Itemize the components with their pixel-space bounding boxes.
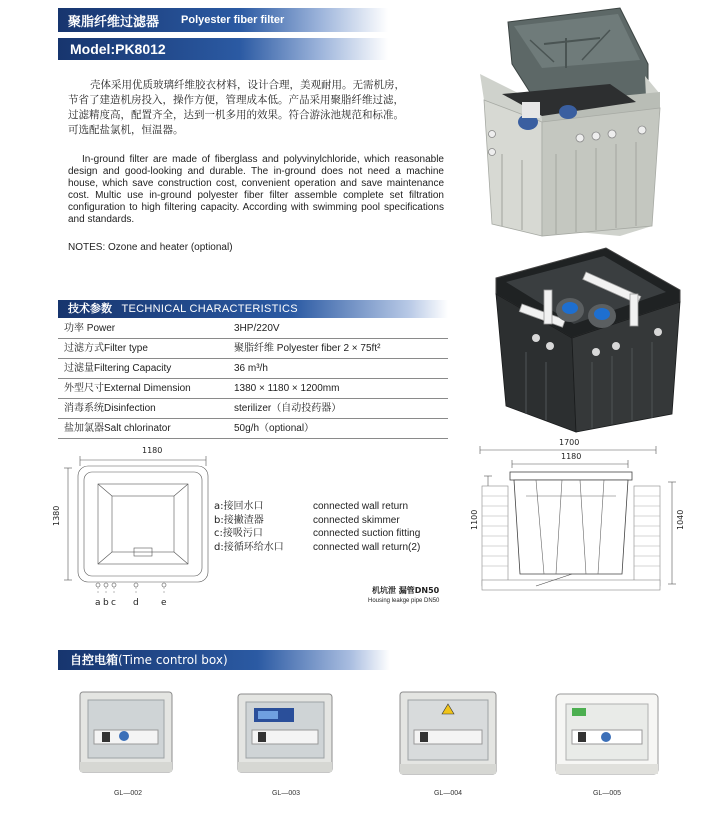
tech-value: 1380 × 1180 × 1200mm — [234, 383, 340, 394]
filter-housing-photo — [470, 4, 675, 239]
tech-label: 盐加氯器Salt chlorinator — [64, 423, 171, 434]
control-heading-en: (Time control box) — [118, 653, 228, 667]
tech-heading-en: TECHNICAL CHARACTERISTICS — [121, 303, 298, 315]
dim-right-label: 1040 — [676, 509, 685, 530]
legend-key: d:接循环给水口 — [214, 541, 284, 553]
pipe-label-en: Housing leakge pipe DN50 — [368, 598, 440, 604]
tech-label: 功率 Power — [64, 323, 116, 334]
control-box-caption: GL—005 — [592, 790, 622, 797]
product-title-bar — [58, 8, 388, 32]
port-label: a — [95, 598, 101, 608]
control-box-caption: GL—003 — [271, 790, 301, 797]
legend-key: b:接撇渣器 — [214, 514, 264, 526]
dim-height-label: 1380 — [52, 505, 61, 526]
dim-left-label: 1100 — [470, 509, 479, 530]
description-cn: 壳体采用优质玻璃纤维胶衣材料，设计合理，美观耐用。无需机房，节省了建造机房投入，操作方便，管理成本低。产品采用聚脂纤维过滤，过滤精度高，配置齐全，达到一机多用的效果。符合游泳池规范和标准。可选配盐氯机，恒温器。 — [68, 79, 405, 136]
tech-label: 外型尺寸External Dimension — [64, 383, 191, 394]
tech-table — [58, 319, 448, 439]
legend-key: a:接回水口 — [214, 501, 264, 512]
tech-row — [58, 359, 448, 379]
port-label: c — [111, 598, 116, 608]
tech-heading — [58, 300, 448, 318]
product-title-en: Polyester fiber filter — [181, 14, 285, 26]
filter-internal-photo — [486, 242, 682, 438]
control-box-gl004 — [398, 690, 498, 776]
control-box-gl003 — [236, 692, 334, 774]
tech-row — [58, 339, 448, 359]
dim-width-label: 1180 — [142, 446, 163, 455]
port-label: d — [133, 598, 139, 608]
tech-label: 消毒系统Disinfection — [64, 403, 156, 414]
tech-value: 50g/h（optional） — [234, 423, 315, 434]
dim-inner-label: 1180 — [561, 452, 582, 461]
tech-value: 36 m³/h — [234, 363, 268, 374]
legend-key: c:接吸污口 — [214, 528, 263, 539]
legend-value: connected skimmer — [313, 514, 400, 526]
tech-row — [58, 379, 448, 399]
legend-value: connected suction fitting — [313, 528, 421, 539]
product-title-cn: 聚脂纤维过滤器 — [68, 14, 160, 30]
tech-heading-cn: 技术参数 — [68, 302, 112, 315]
port-label: b — [103, 598, 109, 608]
control-box-gl002 — [78, 690, 174, 774]
legend-value: connected wall return(2) — [313, 541, 421, 553]
tech-label: 过滤量Filtering Capacity — [64, 363, 172, 374]
control-heading-cn: 自控电箱 — [70, 653, 119, 667]
control-box-caption: GL—004 — [433, 790, 463, 797]
tech-row — [58, 319, 448, 339]
top-view-drawing — [56, 444, 226, 614]
tech-value: sterilizer（自动投药器） — [234, 403, 342, 414]
control-box-caption: GL—002 — [113, 790, 143, 797]
description-en: In-ground filter are made of fiberglass and polyvinylchloride, which reasonable design and good-looking and durable. The in-ground does not need a machine house, which save construction cost, convenient operation and save maintenance cost. Multic use in-ground polyester fiber filter assemble complete set filtration configuration to high filtering capacity. According with swimming pool specifications and standards. — [68, 154, 444, 225]
model-number: Model:PK8012 — [58, 38, 388, 60]
tech-value: 聚脂纤维 Polyester fiber 2 × 75ft² — [234, 343, 381, 354]
tech-row — [58, 399, 448, 419]
pipe-label-cn: 机坑泄 漏管DN50 — [372, 586, 440, 595]
tech-label: 过滤方式Filter type — [64, 343, 148, 354]
description-notes: NOTES: Ozone and heater (optional) — [68, 242, 233, 253]
section-view-drawing — [476, 436, 681, 611]
control-box-heading — [58, 650, 390, 670]
dim-outer-label: 1700 — [559, 438, 580, 447]
tech-row — [58, 419, 448, 439]
control-box-gl005 — [554, 692, 660, 776]
port-label: e — [161, 598, 167, 608]
legend-value: connected wall return — [313, 501, 409, 512]
tech-value: 3HP/220V — [234, 323, 280, 334]
